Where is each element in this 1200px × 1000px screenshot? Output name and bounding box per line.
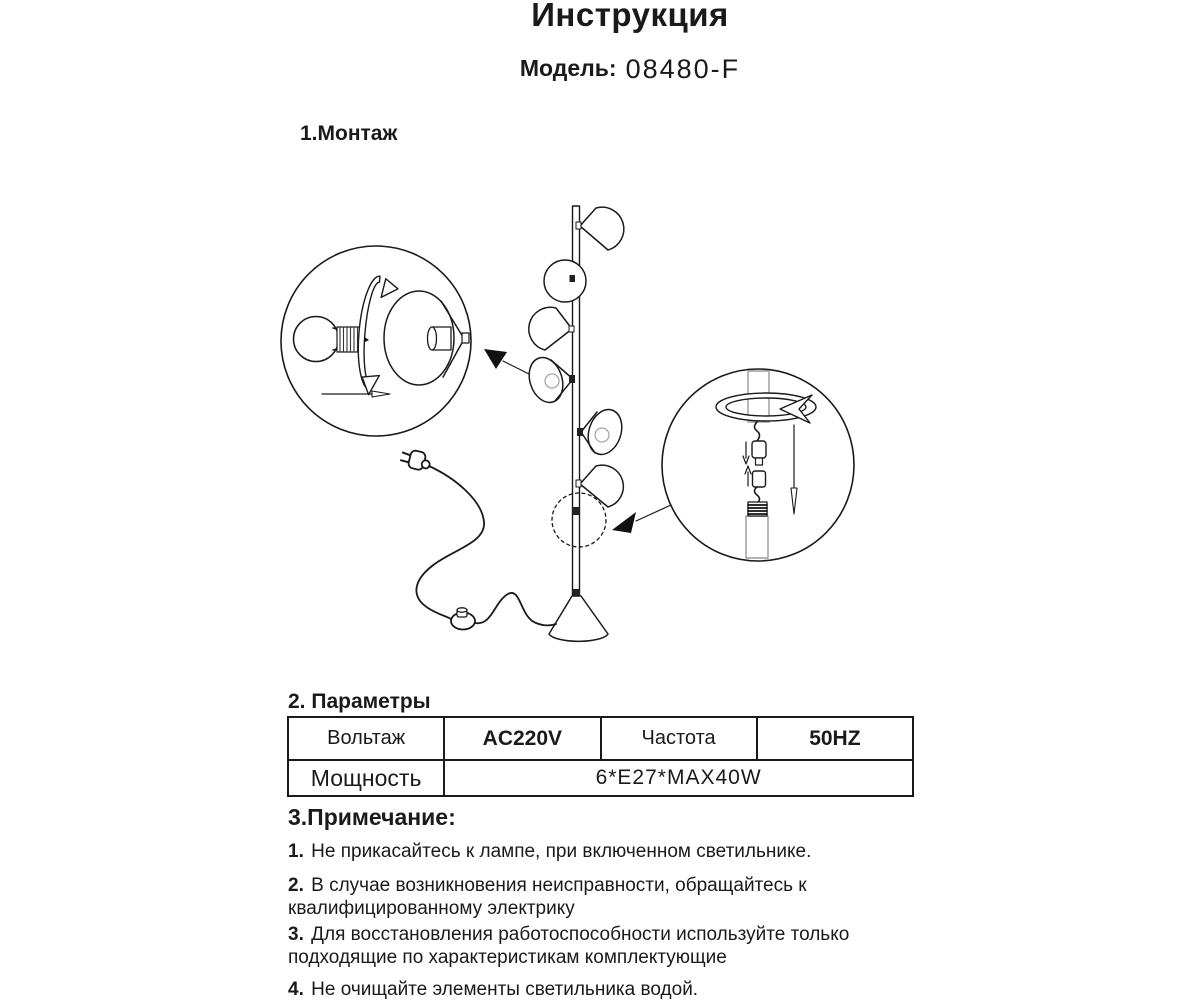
arrow-to-bulb-callout	[484, 349, 529, 374]
wire-connectors	[743, 422, 767, 516]
parameters-table	[287, 716, 914, 797]
notes-heading: 3.Примечание:	[288, 804, 456, 830]
model-value: 08480-F	[625, 54, 741, 84]
foot-switch-icon	[451, 608, 475, 630]
frequency-label-cell: Частота	[601, 717, 757, 760]
bulb-installation-callout	[281, 246, 471, 436]
voltage-value-cell: AC220V	[444, 717, 600, 760]
page-title: Инструкция	[531, 0, 729, 33]
power-cord-drawing	[400, 448, 556, 630]
model-line	[300, 52, 960, 83]
lamp-base	[549, 596, 608, 641]
plug-icon	[400, 448, 432, 472]
power-label-cell: Мощность	[288, 760, 444, 796]
note-item: 4. Не очищайте элементы светильника водой.	[288, 979, 699, 1000]
model-label: Модель:	[519, 55, 617, 81]
note-item: 3. Для восстановления работоспособности используйте только подходящие по характеристикам комплектующие	[288, 924, 850, 968]
arrow-to-pole-joint	[612, 505, 671, 533]
table-row	[288, 717, 913, 760]
frequency-value-cell: 50HZ	[757, 717, 913, 760]
note-item: 1. Не прикасайтесь к лампе, при включенном светильнике.	[288, 841, 812, 862]
notes-list	[288, 840, 933, 1000]
shade-side-view	[384, 291, 469, 385]
push-down-arrow	[791, 425, 797, 514]
pole-joint-callout	[662, 369, 854, 561]
note-item: 2. В случае возникновения неисправности, обращайтесь к квалифицированному электрику	[288, 875, 807, 919]
montage-heading: 1.Монтаж	[300, 122, 398, 145]
power-value-cell: 6*E27*MAX40W	[444, 760, 913, 796]
voltage-label-cell: Вольтаж	[288, 717, 444, 760]
floor-lamp-drawing	[524, 206, 628, 641]
insert-direction-arrow	[322, 391, 390, 397]
table-row	[288, 760, 913, 796]
parameters-heading: 2. Параметры	[288, 690, 431, 713]
